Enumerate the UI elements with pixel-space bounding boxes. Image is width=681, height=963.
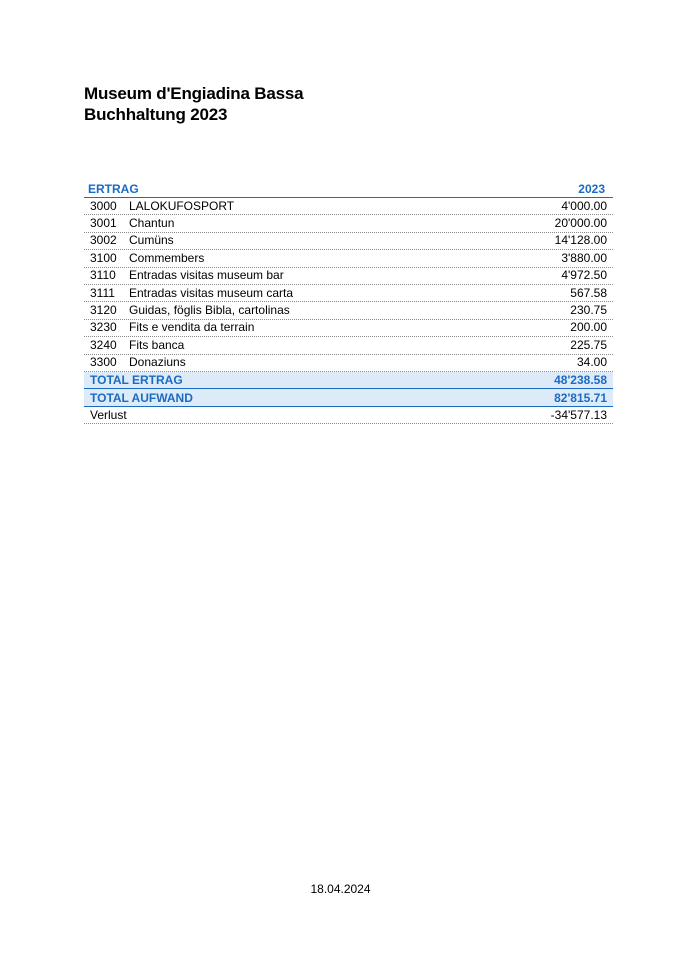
total-ertrag-label: TOTAL ERTRAG: [90, 373, 183, 388]
account-number: 3000: [90, 198, 117, 213]
table-row: [84, 337, 613, 354]
account-amount: 200.00: [570, 320, 607, 335]
income-table: [84, 181, 613, 424]
table-row: [84, 320, 613, 337]
table-body: [84, 198, 613, 372]
account-description: Entradas visitas museum carta: [129, 285, 294, 300]
footer-date: 18.04.2024: [310, 882, 371, 896]
account-amount: 567.58: [570, 285, 607, 300]
account-amount: 34.00: [576, 355, 607, 370]
account-description: Cumüns: [129, 233, 174, 248]
account-description: Donaziuns: [129, 355, 186, 370]
total-aufwand-label: TOTAL AUFWAND: [90, 390, 193, 405]
account-description: Commembers: [129, 250, 205, 265]
account-amount: 3'880.00: [561, 250, 607, 265]
page-subtitle: Buchhaltung 2023: [84, 105, 228, 124]
page-title: Museum d'Engiadina Bassa: [84, 84, 304, 103]
document-header: [84, 83, 303, 125]
account-number: 3111: [90, 285, 115, 300]
total-aufwand-amount: 82'815.71: [554, 390, 607, 405]
table-row: [84, 355, 613, 372]
account-amount: 4'972.50: [561, 268, 607, 283]
section-label: ERTRAG: [88, 182, 139, 196]
result-label: Verlust: [90, 408, 127, 423]
account-amount: 225.75: [570, 337, 607, 352]
account-number: 3240: [90, 337, 117, 352]
account-description: LALOKUFOSPORT: [129, 198, 235, 213]
total-ertrag-amount: 48'238.58: [554, 373, 607, 388]
table-row: [84, 215, 613, 232]
account-description: Fits banca: [129, 337, 185, 352]
account-number: 3300: [90, 355, 117, 370]
account-amount: 14'128.00: [554, 233, 607, 248]
account-amount: 230.75: [570, 303, 607, 318]
table-header: [84, 181, 613, 198]
table-row: [84, 302, 613, 319]
result-row: [84, 407, 613, 425]
account-description: Chantun: [129, 216, 175, 231]
table-row: [84, 285, 613, 302]
total-aufwand-row: [84, 389, 613, 407]
table-row: [84, 233, 613, 250]
account-amount: 4'000.00: [561, 198, 607, 213]
table-row: [84, 198, 613, 215]
account-description: Guidas, föglis Bibla, cartolinas: [129, 303, 290, 318]
table-row: [84, 268, 613, 285]
account-number: 3100: [90, 250, 117, 265]
account-number: 3001: [90, 216, 117, 231]
account-amount: 20'000.00: [554, 216, 607, 231]
table-row: [84, 250, 613, 267]
result-amount: -34'577.13: [550, 408, 607, 423]
account-number: 3230: [90, 320, 117, 335]
account-number: 3120: [90, 303, 117, 318]
year-label: 2023: [578, 182, 605, 196]
account-number: 3110: [90, 268, 116, 283]
account-description: Fits e vendita da terrain: [129, 320, 255, 335]
account-number: 3002: [90, 233, 117, 248]
total-ertrag-row: [84, 372, 613, 390]
account-description: Entradas visitas museum bar: [129, 268, 284, 283]
